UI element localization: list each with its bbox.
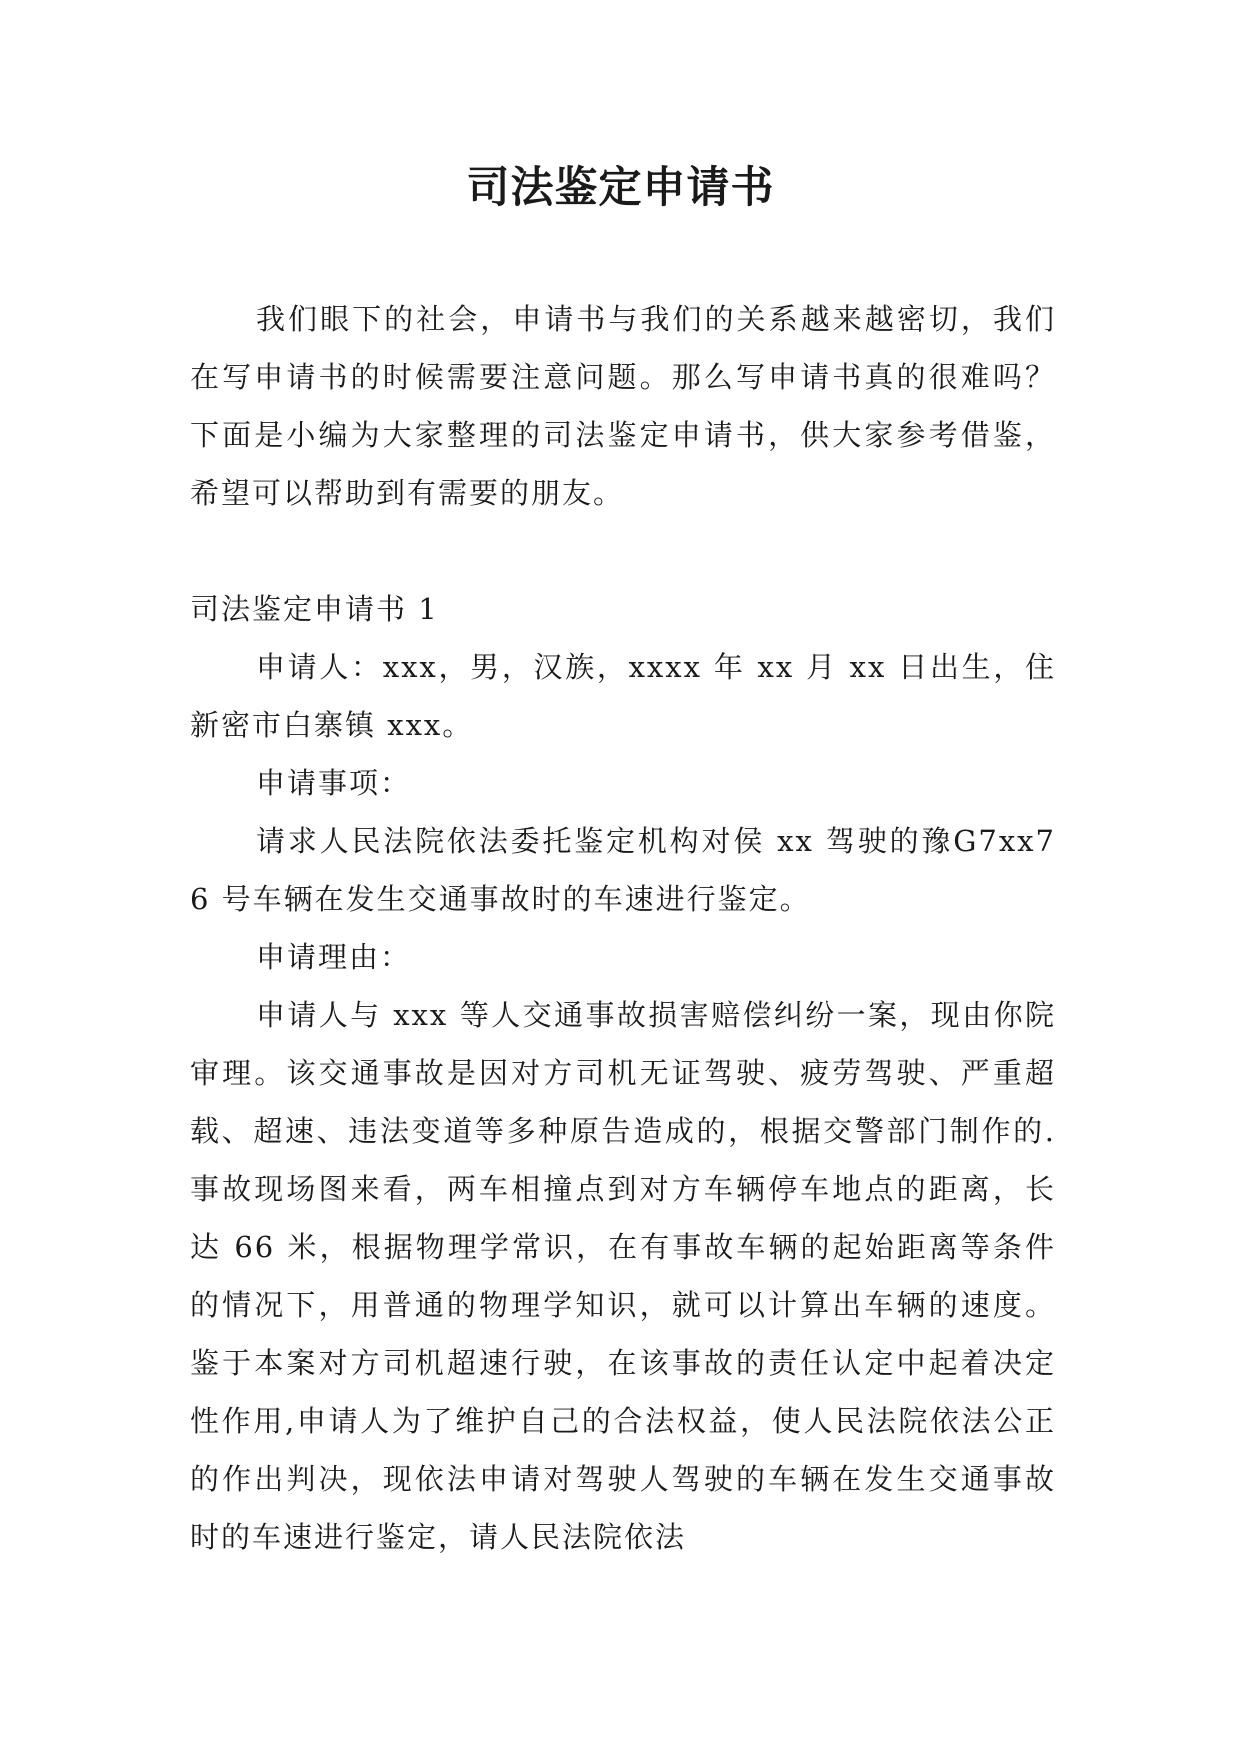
reasons-label: 申请理由：: [256, 940, 412, 974]
intro-paragraph: 我们眼下的社会，申请书与我们的关系越来越密切，我们在写申请书的时候需要注意问题。那么写申请书真的很难吗？下面是小编为大家整理的司法鉴定申请书，供大家参考借鉴，希望可以帮助到有需要的朋友。: [190, 302, 1056, 510]
matters-paragraph: 请求人民法院依法委托鉴定机构对侯 xx 驾驶的豫G7xx76 号车辆在发生交通事故时的车速进行鉴定。: [190, 824, 1056, 916]
applicant-paragraph: 申请人：xxx，男，汉族，xxxx 年 xx 月 xx 日出生，住新密市白寨镇 xxx。: [190, 650, 1056, 742]
reasons-paragraph: 申请人与 xxx 等人交通事故损害赔偿纠纷一案，现由你院审理。该交通事故是因对方司机无证驾驶、疲劳驾驶、严重超载、超速、违法变道等多种原告造成的，根据交警部门制作的.事故现场图来看，两车相撞点到对方车辆停车地点的距离，长达 66 米，根据物理学常识，在有事故车辆的起始距离等条件的情况下，用普通的物理学知识，就可以计算出车辆的速度。鉴于本案对方司机超速行驶，在该事故的责任认定中起着决定性作用,申请人为了维护自己的合法权益，使人民法院依法公正的作出判决，现依法申请对驾驶人驾驶的车辆在发生交通事故时的车速进行鉴定，请人民法院依法: [190, 998, 1056, 1554]
matters-label: 申请事项：: [256, 766, 412, 800]
section-heading: 司法鉴定申请书 1: [190, 592, 439, 626]
document-title: 司法鉴定申请书: [466, 163, 775, 213]
document-body: [190, 290, 1056, 1566]
